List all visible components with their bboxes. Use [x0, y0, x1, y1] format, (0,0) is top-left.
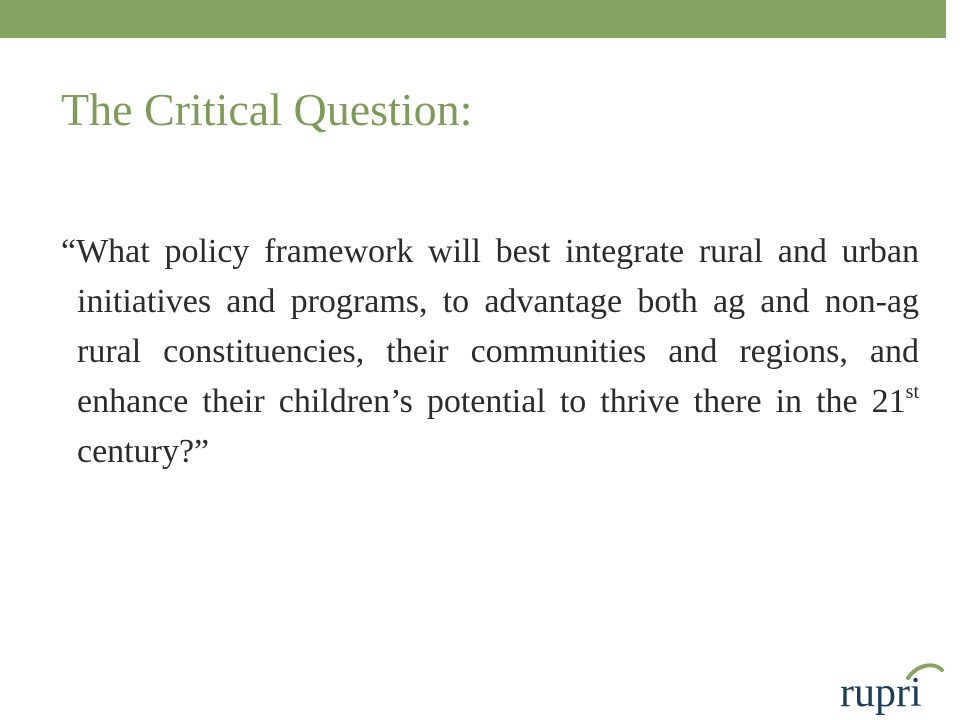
- critical-question-text: [61, 227, 919, 477]
- logo-wordmark: rupri: [840, 670, 922, 716]
- slide-title: The Critical Question:: [61, 84, 473, 135]
- question-end-text: century?”: [77, 433, 210, 470]
- ordinal-superscript: st: [905, 381, 919, 403]
- question-main-text: “What policy framework will best integrate rural and urban initiatives and programs, to advantage both ag and non-ag rural constituencies, their communities and regions, and enhance their children’s potential to thrive there in the 21: [61, 233, 919, 420]
- top-accent-bar: [0, 0, 946, 38]
- rupri-logo: [838, 658, 950, 720]
